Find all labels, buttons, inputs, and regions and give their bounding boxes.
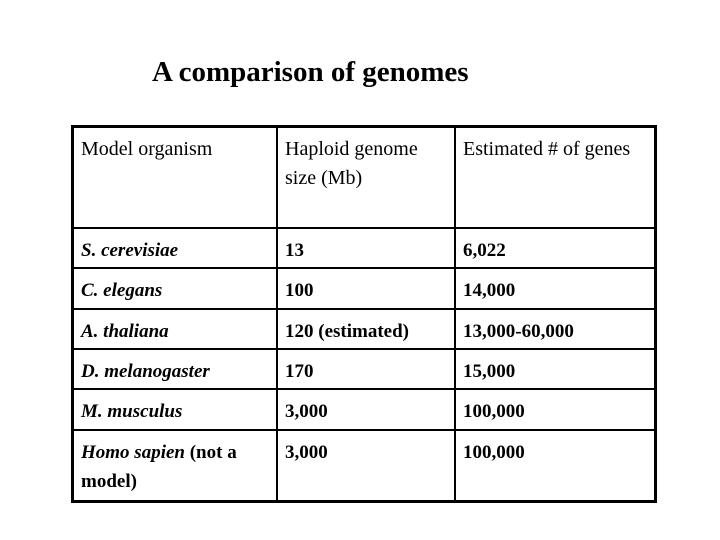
- genome-size-cell: 13: [277, 228, 455, 268]
- table-row: [73, 228, 656, 268]
- organism-cell: [73, 268, 278, 308]
- organism-cell: [73, 349, 278, 389]
- table-row: [73, 268, 656, 308]
- organism-name: C. elegans: [81, 280, 163, 302]
- organism-name: D. melanogaster: [81, 361, 210, 383]
- genome-size-cell: 3,000: [277, 389, 455, 429]
- genome-size-cell: 170: [277, 349, 455, 389]
- slide-title: A comparison of genomes: [152, 56, 469, 88]
- header-gene-count: Estimated # of genes: [455, 127, 656, 228]
- organism-name: Homo sapien: [81, 441, 185, 463]
- genome-size-cell: 3,000: [277, 430, 455, 502]
- organism-name: A. thaliana: [81, 320, 169, 342]
- genome-comparison-table: [71, 125, 657, 503]
- gene-count-cell: 100,000: [455, 430, 656, 502]
- gene-count-cell: 6,022: [455, 228, 656, 268]
- gene-count-cell: 100,000: [455, 389, 656, 429]
- organism-note: (not a model): [81, 441, 237, 492]
- organism-cell: [73, 430, 278, 502]
- organism-name: S. cerevisiae: [81, 239, 179, 261]
- organism-cell: [73, 228, 278, 268]
- header-genome-size: Haploid genome size (Mb): [277, 127, 455, 228]
- organism-cell: [73, 389, 278, 429]
- genome-size-cell: 100: [277, 268, 455, 308]
- table-header-row: [73, 127, 656, 228]
- table-row: [73, 389, 656, 429]
- genome-size-cell: 120 (estimated): [277, 309, 455, 349]
- gene-count-cell: 13,000-60,000: [455, 309, 656, 349]
- organism-name: M. musculus: [81, 401, 183, 423]
- table-row: [73, 349, 656, 389]
- header-model-organism: Model organism: [73, 127, 278, 228]
- gene-count-cell: 14,000: [455, 268, 656, 308]
- table-row: [73, 309, 656, 349]
- gene-count-cell: 15,000: [455, 349, 656, 389]
- table-row: [73, 430, 656, 502]
- organism-cell: [73, 309, 278, 349]
